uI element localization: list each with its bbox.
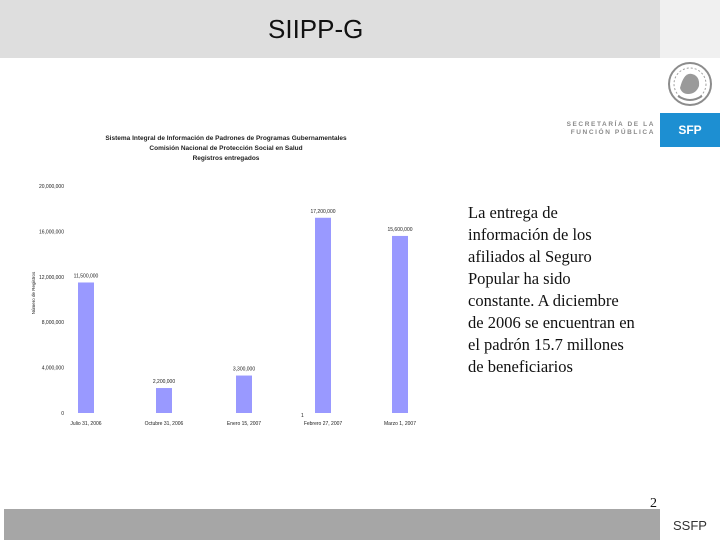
bar-series (78, 218, 408, 413)
description-text: La entrega de información de los afiliados al Seguro Popular ha sido constante. A diciembre de 2006 se encuentran en el padrón 15.7 millones de beneficiarios (468, 203, 635, 376)
registros-bar-chart (28, 130, 448, 430)
y-tick-label: 20,000,000 (38, 184, 64, 190)
chart-title-line-1: Sistema Integral de Información de Padrones de Programas Gubernamentales (105, 135, 347, 142)
y-tick-label: 8,000,000 (41, 320, 64, 327)
y-axis-label: Número de Registros (31, 271, 36, 315)
value-label: 15,600,000 (387, 226, 413, 233)
bar-2 (156, 388, 172, 413)
y-tick-label: 12,000,000 (38, 274, 64, 281)
department-name (560, 121, 655, 137)
x-tick-label: Marzo 1, 2007 (384, 421, 416, 427)
national-seal-icon (666, 58, 714, 114)
chart-title-line-2: Comisión Nacional de Protección Social en Salud (149, 145, 303, 152)
chart-title-line-3: Registros entregados (192, 155, 260, 162)
bar-1 (78, 282, 94, 413)
x-axis-ticks (70, 421, 416, 427)
x-tick-label: Julio 31, 2006 (70, 421, 102, 427)
value-label: 3,300,000 (232, 366, 256, 373)
page-title: SIIPP-G (268, 14, 364, 44)
y-tick-label: 16,000,000 (38, 229, 64, 236)
x-tick-label: Febrero 27, 2007 (303, 421, 343, 427)
bar-3 (236, 376, 252, 413)
x-tick-label: Octubre 31, 2006 (144, 421, 184, 427)
footer-bar (0, 509, 720, 540)
bar-5 (392, 236, 408, 413)
value-labels (74, 209, 413, 385)
right-top-panel (660, 0, 720, 58)
department-line-1: SECRETARÍA DE LA (566, 121, 655, 128)
stray-mark: 1 (301, 413, 304, 419)
title-bar (0, 0, 660, 58)
y-tick-label: 4,000,000 (41, 365, 64, 372)
footer-label: SSFP (660, 509, 720, 540)
y-axis-ticks (39, 184, 64, 417)
value-label: 17,200,000 (310, 208, 336, 215)
value-label: 2,200,000 (152, 379, 176, 386)
sfp-logo: SFP (660, 113, 720, 147)
bar-4 (315, 218, 331, 413)
y-tick-label: 0 (61, 411, 64, 417)
x-tick-label: Enero 15, 2007 (226, 421, 262, 427)
page-number: 2 (650, 496, 657, 511)
department-line-2: FUNCIÓN PÚBLICA (570, 129, 655, 136)
footer-edge (0, 509, 4, 540)
value-label: 11,500,000 (73, 273, 99, 280)
